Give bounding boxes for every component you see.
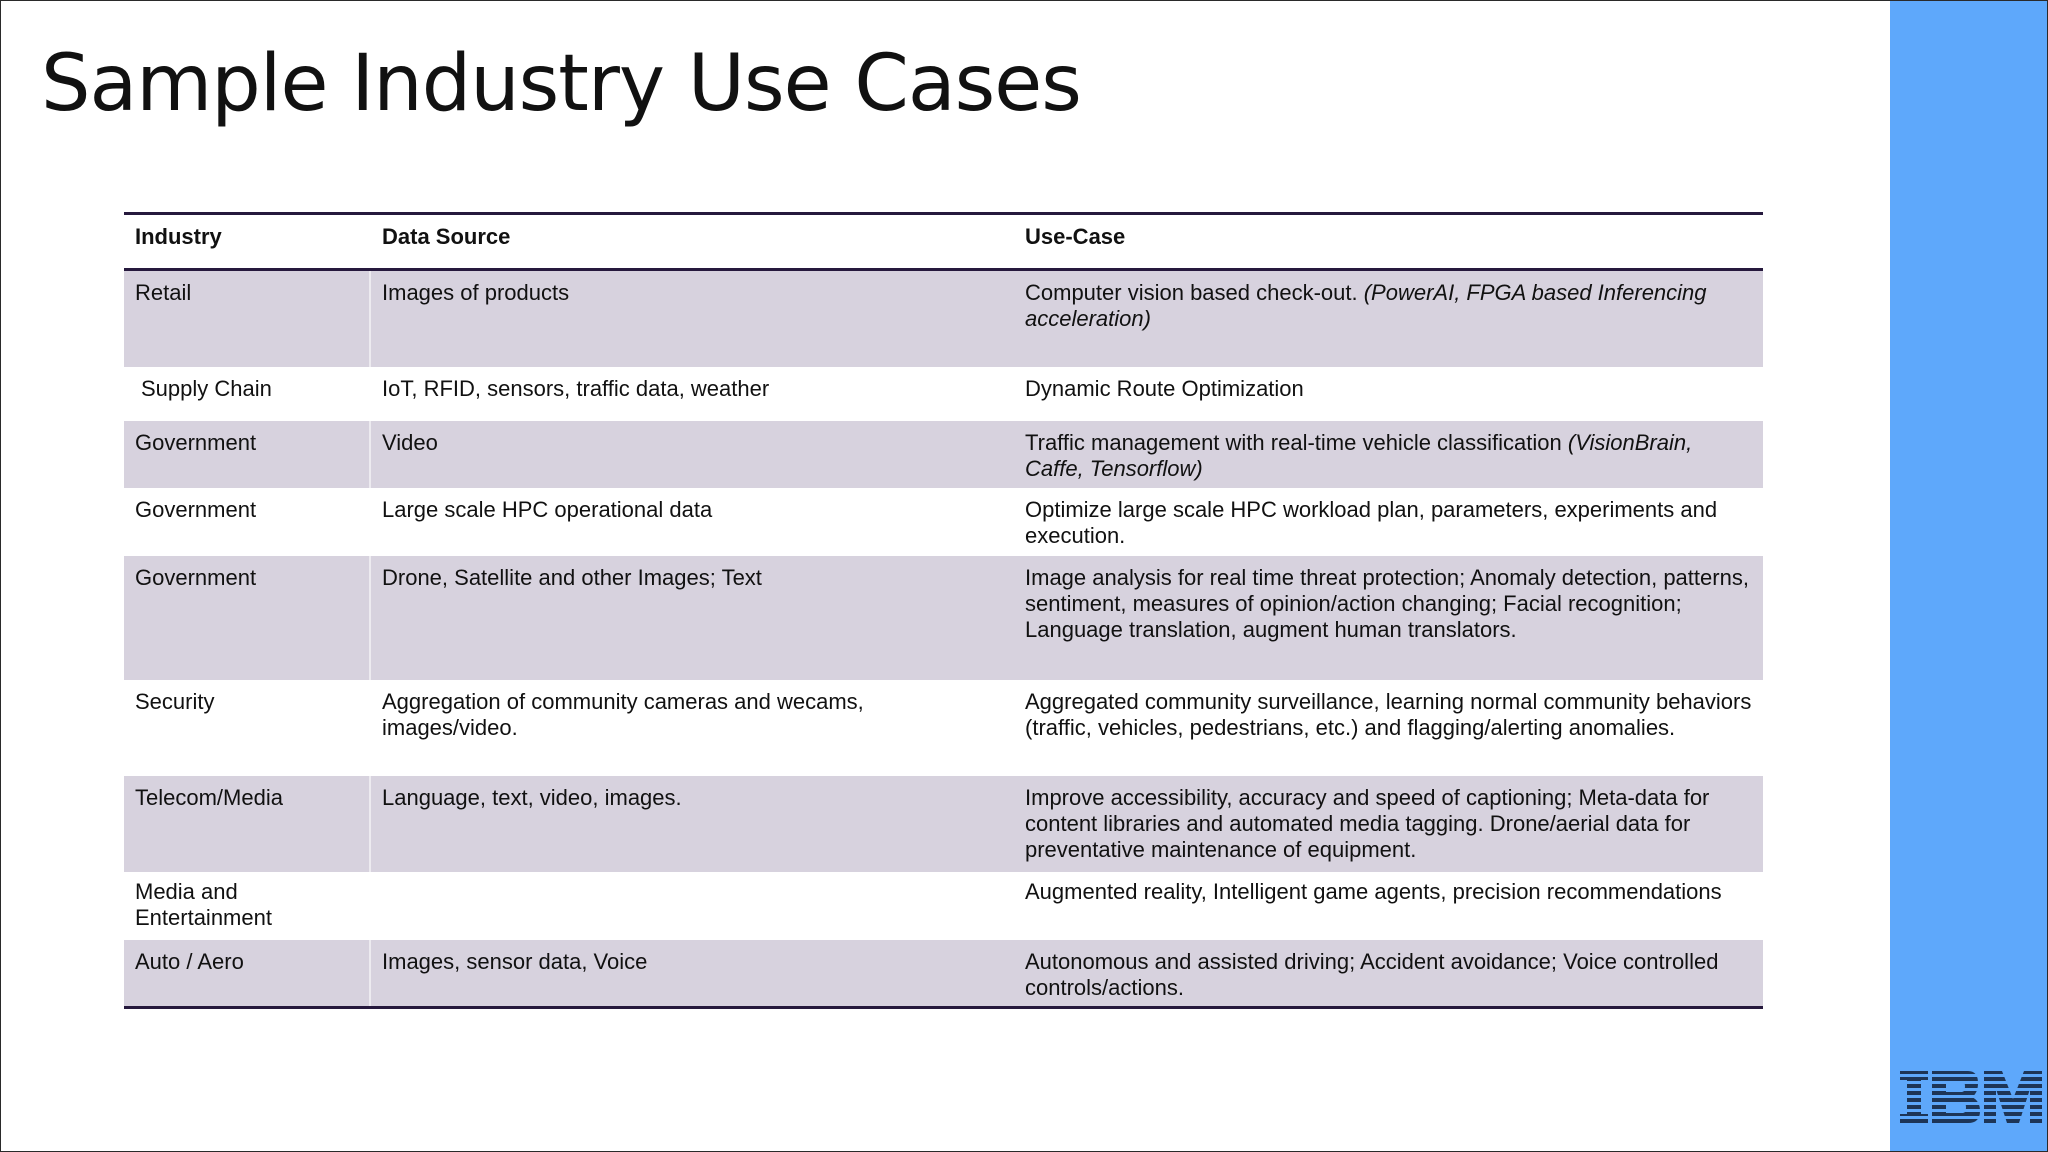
data-source-cell: Aggregation of community cameras and wecams, images/video. [369, 680, 1014, 776]
table-row [124, 271, 1763, 367]
data-source-cell: Images of products [369, 271, 1014, 367]
industry-cell: Telecom/Media [135, 785, 283, 810]
header-industry: Industry [135, 224, 222, 249]
use-case-cell: Image analysis for real time threat protection; Anomaly detection, patterns, sentiment, measures of opinion/action changing; Facial recognition; Language translation, augment human translators. [1025, 565, 1749, 642]
data-source-cell: IoT, RFID, sensors, traffic data, weather [369, 367, 1014, 421]
use-case-cell: Dynamic Route Optimization [1025, 376, 1304, 401]
ibm-logo-graphic [1898, 1069, 2046, 1129]
table-row [124, 940, 1763, 1006]
data-source-cell: Drone, Satellite and other Images; Text [369, 556, 1014, 680]
use-case-note: (PowerAI, FPGA based Inferencing acceleration) [1025, 280, 1707, 331]
header-data-source: Data Source [382, 224, 511, 249]
industry-cell: Auto / Aero [135, 949, 244, 974]
industry-cell: Government [135, 565, 257, 590]
slide-title: Sample Industry Use Cases [41, 39, 1081, 129]
data-source-cell: Images, sensor data, Voice [369, 940, 1014, 1006]
industry-cell: Government [135, 430, 257, 455]
industry-cell: Media and Entertainment [135, 879, 272, 930]
industry-cell: Government [135, 497, 257, 522]
table-row [124, 421, 1763, 488]
use-case-cell: Aggregated community surveillance, learning normal community behaviors (traffic, vehicles, pedestrians, etc.) and flagging/alerting anomalies. [1025, 689, 1752, 740]
data-source-cell: Large scale HPC operational data [369, 488, 1014, 556]
header-use-case: Use-Case [1025, 224, 1126, 249]
data-source-cell: Language, text, video, images. [369, 776, 1014, 872]
industry-cell: Supply Chain [141, 376, 272, 401]
use-case-table [124, 212, 1763, 1009]
data-source-cell [369, 872, 1014, 940]
use-case-note: (VisionBrain, Caffe, Tensorflow) [1025, 430, 1693, 481]
table-row [124, 367, 1763, 421]
use-case-cell: Improve accessibility, accuracy and speed of captioning; Meta-data for content libraries and automated media tagging. Drone/aerial data for preventative maintenance of equipment. [1025, 785, 1710, 862]
accent-side-bar [1890, 1, 2048, 1152]
table-row [124, 776, 1763, 872]
table-row [124, 680, 1763, 776]
use-case-cell [1014, 271, 1763, 367]
use-case-text: Computer vision based check-out. [1025, 280, 1364, 305]
use-case-cell: Optimize large scale HPC workload plan, parameters, experiments and execution. [1025, 497, 1718, 548]
table-row [124, 556, 1763, 680]
table-row [124, 488, 1763, 556]
industry-cell: Security [135, 689, 215, 714]
use-case-cell: Augmented reality, Intelligent game agents, precision recommendations [1025, 879, 1722, 904]
data-source-cell: Video [369, 421, 1014, 488]
use-case-cell: Autonomous and assisted driving; Accident avoidance; Voice controlled controls/actions. [1025, 949, 1719, 1000]
industry-cell: Retail [135, 280, 192, 305]
table-header-row [124, 215, 1763, 271]
use-case-cell [1014, 421, 1763, 488]
use-case-text: Traffic management with real-time vehicle classification [1025, 430, 1568, 455]
ibm-logo-icon [1898, 1069, 2046, 1129]
table-row [124, 872, 1763, 940]
